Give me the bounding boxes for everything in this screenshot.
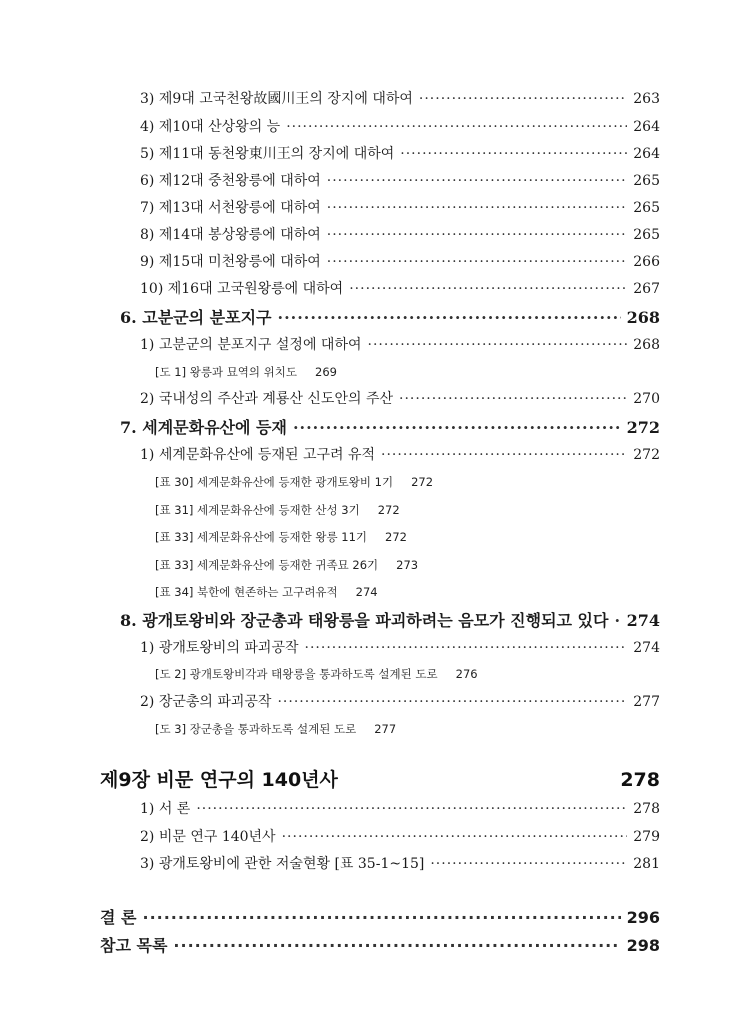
leader-dots [400,146,627,162]
entry-title: 1) 서 론 [140,801,191,817]
section-title: 6. 고분군의 분포지구 [120,308,272,327]
figure-page: 277 [374,722,397,736]
table-title: [표 30] 세계문화유산에 등재한 광개토왕비 1기 [155,475,394,489]
toc-entry[interactable] [140,334,660,354]
leader-dots [327,173,627,189]
entry-title: 2) 장군총의 파괴공작 [140,694,272,710]
entry-page: 278 [633,801,660,817]
toc-entry[interactable] [140,143,660,163]
toc-section[interactable] [120,608,660,631]
entry-page: 263 [633,91,660,107]
toc-conclusion[interactable] [100,905,660,928]
toc-section[interactable] [120,305,660,328]
entry-page: 264 [633,119,660,135]
entry-title: 3) 광개토왕비에 관한 저술현황 [표 35-1~15] [140,856,425,872]
entry-title: 4) 제10대 산상왕의 능 [140,119,281,135]
table-title: [표 34] 북한에 현존하는 고구려유적 [155,585,338,599]
entry-title: 2) 비문 연구 140년사 [140,829,276,845]
leader-dots [278,308,621,327]
leader-dots [381,447,627,463]
toc-figure-entry[interactable] [155,721,396,737]
leader-dots [293,418,621,437]
entry-page: 265 [633,200,660,216]
leader-dots [614,611,620,630]
leader-dots [430,856,627,872]
leader-dots [173,936,620,955]
section-title: 7. 세계문화유산에 등재 [120,418,287,437]
leader-dots [142,908,620,927]
toc-table-entry[interactable] [155,502,400,518]
figure-title: [도 2] 광개토왕비각과 태왕릉을 통과하도록 설계된 도로 [155,667,438,681]
toc-entry[interactable] [140,444,660,464]
figure-title: [도 3] 장군총을 통과하도록 설계된 도로 [155,722,357,736]
entry-page: 265 [633,227,660,243]
entry-page: 264 [633,146,660,162]
toc-table-entry[interactable] [155,557,418,573]
entry-title: 1) 광개토왕비의 파괴공작 [140,640,299,656]
figure-page: 269 [315,365,337,379]
entry-title: 10) 제16대 고국원왕릉에 대하여 [140,281,344,297]
toc-table-entry[interactable] [155,474,433,490]
entry-title: 7) 제13대 서천왕릉에 대하여 [140,200,321,216]
toc-entry[interactable] [140,88,660,108]
toc-entry[interactable] [140,278,660,298]
leader-dots [327,254,627,270]
entry-title: 5) 제11대 동천왕東川王의 장지에 대하여 [140,146,395,162]
toc-entry[interactable] [140,251,660,271]
entry-title: 9) 제15대 미천왕릉에 대하여 [140,254,321,270]
table-page: 272 [377,503,400,517]
entry-title: 3) 제9대 고국천왕故國川王의 장지에 대하여 [140,91,413,107]
toc-entry[interactable] [140,853,660,873]
toc-entry[interactable] [140,826,660,846]
toc-entry[interactable] [140,170,660,190]
section-title: 8. 광개토왕비와 장군총과 태왕릉을 파괴하려는 음모가 진행되고 있다 [120,611,609,630]
toc-entry[interactable] [140,197,660,217]
entry-page: 272 [633,447,660,463]
toc-section[interactable] [120,415,660,438]
leader-dots [286,119,627,135]
leader-dots [327,200,627,216]
references-page: 298 [626,936,660,955]
toc-entry[interactable] [140,388,660,408]
table-page: 273 [396,558,419,572]
toc-references[interactable] [100,933,660,956]
conclusion-page: 296 [626,908,660,927]
entry-title: 1) 고분군의 분포지구 설정에 대하여 [140,337,362,353]
entry-page: 274 [633,640,660,656]
toc-entry[interactable] [140,116,660,136]
chapter-title: 제9장 비문 연구의 140년사 [100,769,338,791]
entry-page: 267 [633,281,660,297]
table-page: 272 [385,530,407,544]
leader-dots [349,281,627,297]
table-page: 274 [355,585,378,599]
conclusion-title: 결 론 [100,908,137,927]
section-page: 274 [626,611,660,630]
toc-entry[interactable] [140,798,660,818]
toc-table-entry[interactable] [155,584,378,600]
section-page: 268 [626,308,660,327]
entry-title: 1) 세계문화유산에 등재된 고구려 유적 [140,447,376,463]
entry-title: 6) 제12대 중천왕릉에 대하여 [140,173,321,189]
section-page: 272 [626,418,660,437]
toc-entry[interactable] [140,224,660,244]
leader-dots [277,694,627,710]
toc-chapter[interactable] [100,765,660,792]
leader-dots [282,829,628,845]
entry-page: 281 [633,856,660,872]
leader-dots [368,337,628,353]
entry-title: 8) 제14대 봉상왕릉에 대하여 [140,227,321,243]
figure-page: 276 [455,667,478,681]
leader-dots [419,91,627,107]
toc-entry[interactable] [140,637,660,657]
chapter-page: 278 [620,769,660,791]
entry-title: 2) 국내성의 주산과 계룡산 신도안의 주산 [140,391,394,407]
table-title: [표 31] 세계문화유산에 등재한 산성 3기 [155,503,360,517]
table-page: 272 [411,475,434,489]
leader-dots [196,801,627,817]
entry-page: 268 [633,337,660,353]
entry-page: 277 [633,694,660,710]
leader-dots [305,640,628,656]
toc-figure-entry[interactable] [155,364,337,380]
leader-dots [399,391,627,407]
entry-page: 270 [633,391,660,407]
toc-entry[interactable] [140,691,660,711]
table-title: [표 33] 세계문화유산에 등재한 왕릉 11기 [155,530,368,544]
entry-page: 266 [633,254,660,270]
table-title: [표 33] 세계문화유산에 등재한 귀족묘 26기 [155,558,379,572]
figure-title: [도 1] 왕릉과 묘역의 위치도 [155,365,298,379]
leader-dots [327,227,627,243]
entry-page: 265 [633,173,660,189]
entry-page: 279 [633,829,660,845]
toc-table-entry[interactable] [155,529,407,545]
references-title: 참고 목록 [100,936,168,955]
toc-figure-entry[interactable] [155,666,478,682]
